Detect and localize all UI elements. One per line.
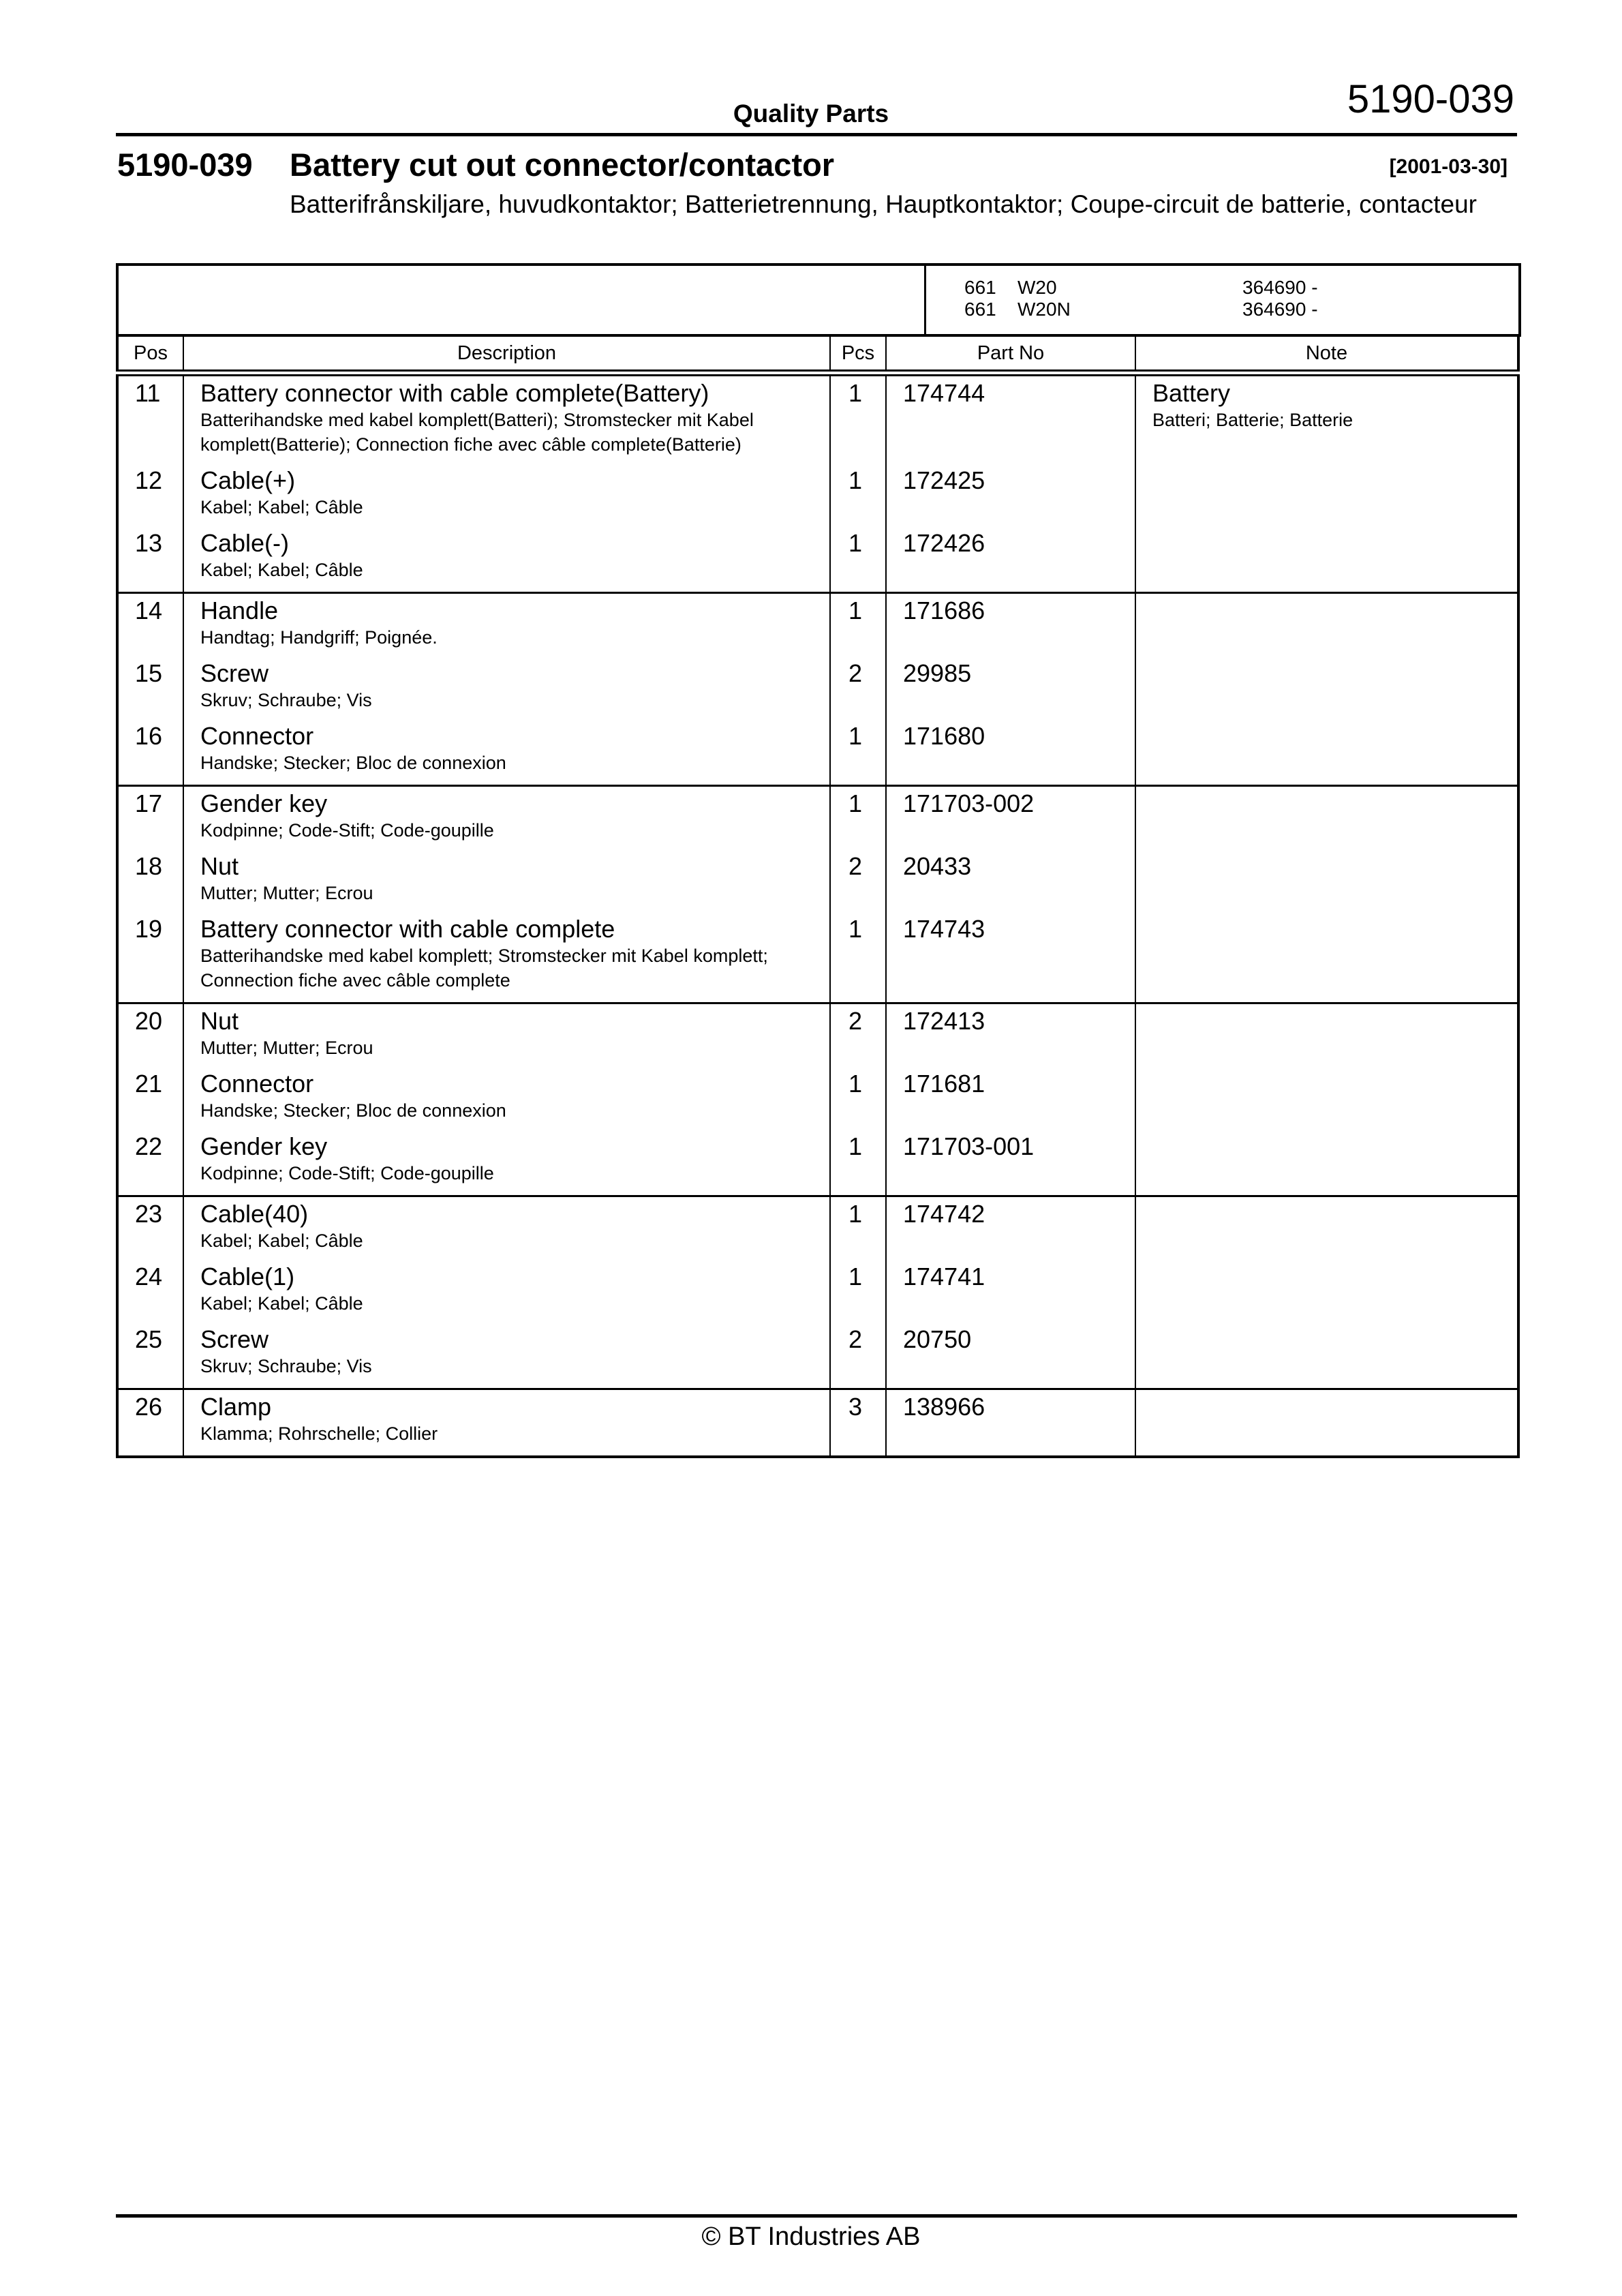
cell-description	[183, 656, 830, 719]
parts-table	[116, 334, 1520, 1458]
description-main: Battery connector with cable complete(Battery)	[200, 379, 709, 407]
parts-table-body	[117, 373, 1518, 1457]
cell-pos: 18	[117, 849, 183, 912]
cell-note	[1135, 1067, 1518, 1130]
description-translations: Mutter; Mutter; Ecrou	[200, 1038, 373, 1058]
table-row	[117, 1389, 1518, 1457]
model-number: 661	[964, 277, 996, 298]
cell-description	[183, 719, 830, 786]
cell-note	[1135, 719, 1518, 786]
header-divider	[116, 133, 1517, 136]
note-main	[1136, 1323, 1517, 1325]
cell-pos: 11	[117, 373, 183, 464]
cell-note	[1135, 1260, 1518, 1323]
table-row	[117, 1260, 1518, 1323]
description-main: Cable(+)	[200, 466, 296, 494]
cell-part-no: 171703-001	[886, 1130, 1135, 1196]
cell-pcs: 1	[830, 912, 886, 1003]
description-translations: Klamma; Rohrschelle; Collier	[200, 1423, 438, 1444]
table-row	[117, 373, 1518, 464]
description-translations: Kodpinne; Code-Stift; Code-goupille	[200, 820, 494, 841]
cell-note	[1135, 1003, 1518, 1068]
note-main	[1136, 1130, 1517, 1132]
table-row	[117, 849, 1518, 912]
cell-pcs: 1	[830, 719, 886, 786]
cell-pcs: 1	[830, 373, 886, 464]
description-main: Clamp	[200, 1393, 272, 1421]
cell-pos: 26	[117, 1389, 183, 1457]
title-translations: Batterifrånskiljare, huvudkontaktor; Batterietrennung, Hauptkontaktor; Coupe-circuit de batterie, contacteur	[290, 190, 1477, 218]
description-translations: Kabel; Kabel; Câble	[200, 1230, 363, 1251]
cell-description	[183, 593, 830, 657]
cell-note	[1135, 1389, 1518, 1457]
page-title: Battery cut out connector/contactor	[290, 147, 835, 183]
table-row	[117, 593, 1518, 657]
cell-description	[183, 1260, 830, 1323]
cell-pcs: 1	[830, 593, 886, 657]
table-header-row	[117, 335, 1518, 373]
cell-description	[183, 464, 830, 526]
cell-pos: 13	[117, 526, 183, 593]
model-entry	[964, 277, 1318, 299]
cell-note	[1135, 1196, 1518, 1260]
cell-note	[1135, 1323, 1518, 1389]
cell-note	[1135, 786, 1518, 850]
description-main: Screw	[200, 1325, 269, 1353]
description-main: Gender key	[200, 1132, 328, 1160]
cell-note	[1135, 373, 1518, 464]
cell-pcs: 1	[830, 1130, 886, 1196]
cell-part-no: 138966	[886, 1389, 1135, 1457]
cell-part-no: 20750	[886, 1323, 1135, 1389]
cell-note	[1135, 526, 1518, 593]
description-translations: Handske; Stecker; Bloc de connexion	[200, 753, 506, 773]
table-row	[117, 1067, 1518, 1130]
cell-part-no: 172426	[886, 526, 1135, 593]
description-main: Connector	[200, 722, 314, 750]
table-row	[117, 1196, 1518, 1260]
description-translations: Skruv; Schraube; Vis	[200, 690, 372, 710]
description-main: Cable(40)	[200, 1200, 309, 1228]
model-box-divider	[924, 266, 926, 334]
description-translations: Kodpinne; Code-Stift; Code-goupille	[200, 1163, 494, 1183]
cell-pcs: 1	[830, 1196, 886, 1260]
cell-pos: 22	[117, 1130, 183, 1196]
cell-pos: 17	[117, 786, 183, 850]
model-name: W20	[1017, 277, 1057, 298]
cell-pcs: 1	[830, 1260, 886, 1323]
cell-pcs: 1	[830, 786, 886, 850]
cell-part-no: 174744	[886, 373, 1135, 464]
cell-description	[183, 1196, 830, 1260]
column-header-note: Note	[1135, 335, 1518, 373]
cell-description	[183, 526, 830, 593]
note-main	[1136, 1004, 1517, 1007]
description-translations: Handtag; Handgriff; Poignée.	[200, 627, 438, 648]
note-main	[1136, 1067, 1517, 1070]
note-main	[1136, 464, 1517, 466]
cell-note	[1135, 849, 1518, 912]
table-row	[117, 526, 1518, 593]
description-main: Handle	[200, 596, 279, 624]
note-main	[1136, 912, 1517, 915]
model-list	[964, 277, 1318, 320]
column-header-pcs: Pcs	[830, 335, 886, 373]
cell-description	[183, 1130, 830, 1196]
parts-table-container	[116, 334, 1517, 1458]
cell-pcs: 2	[830, 1323, 886, 1389]
cell-pos: 24	[117, 1260, 183, 1323]
cell-part-no: 172425	[886, 464, 1135, 526]
table-row	[117, 719, 1518, 786]
note-main	[1136, 1260, 1517, 1263]
note-main	[1136, 594, 1517, 596]
cell-pcs: 3	[830, 1389, 886, 1457]
column-header-pos: Pos	[117, 335, 183, 373]
column-header-description: Description	[183, 335, 830, 373]
cell-pos: 21	[117, 1067, 183, 1130]
description-translations: Kabel; Kabel; Câble	[200, 560, 363, 580]
cell-pcs: 1	[830, 1067, 886, 1130]
cell-pos: 14	[117, 593, 183, 657]
cell-part-no: 171686	[886, 593, 1135, 657]
table-row	[117, 656, 1518, 719]
title-code: 5190-039	[117, 147, 253, 183]
cell-part-no: 174742	[886, 1196, 1135, 1260]
column-header-part-no: Part No	[886, 335, 1135, 373]
description-main: Cable(-)	[200, 529, 290, 557]
cell-pos: 25	[117, 1323, 183, 1389]
note-main	[1136, 1197, 1517, 1200]
description-translations: Handske; Stecker; Bloc de connexion	[200, 1100, 506, 1121]
cell-pcs: 2	[830, 656, 886, 719]
description-translations: Batterihandske med kabel komplett; Stromstecker mit Kabel komplett; Connection fiche avec câble complete	[200, 946, 768, 991]
note-main	[1136, 787, 1517, 789]
note-main	[1136, 849, 1517, 852]
cell-description	[183, 1067, 830, 1130]
description-main: Nut	[200, 1007, 239, 1035]
table-row	[117, 912, 1518, 1003]
description-translations: Kabel; Kabel; Câble	[200, 1293, 363, 1314]
description-main: Battery connector with cable complete	[200, 915, 615, 943]
note-main	[1136, 656, 1517, 659]
section-header: Quality Parts	[733, 100, 889, 127]
description-main: Screw	[200, 659, 269, 687]
cell-pcs: 1	[830, 464, 886, 526]
page-code: 5190-039	[1347, 77, 1514, 121]
cell-pos: 12	[117, 464, 183, 526]
cell-pcs: 2	[830, 1003, 886, 1068]
description-translations: Mutter; Mutter; Ecrou	[200, 883, 373, 903]
copyright: © BT Industries AB	[701, 2222, 921, 2251]
model-serial: 364690 -	[1242, 299, 1318, 320]
cell-note	[1135, 593, 1518, 657]
description-translations: Batterihandske med kabel komplett(Batteri); Stromstecker mit Kabel komplett(Batterie); Connection fiche avec câble complete(Batterie)	[200, 410, 754, 455]
cell-part-no: 171680	[886, 719, 1135, 786]
cell-description	[183, 373, 830, 464]
model-name: W20N	[1017, 299, 1071, 320]
cell-pos: 20	[117, 1003, 183, 1068]
cell-pcs: 2	[830, 849, 886, 912]
cell-description	[183, 1389, 830, 1457]
cell-part-no: 171681	[886, 1067, 1135, 1130]
cell-pos: 15	[117, 656, 183, 719]
table-row	[117, 1003, 1518, 1068]
description-main: Connector	[200, 1070, 314, 1098]
footer-divider	[116, 2214, 1517, 2218]
cell-pcs: 1	[830, 526, 886, 593]
note-main	[1136, 719, 1517, 722]
cell-part-no: 174741	[886, 1260, 1135, 1323]
cell-note	[1135, 1130, 1518, 1196]
cell-part-no: 172413	[886, 1003, 1135, 1068]
cell-description	[183, 912, 830, 1003]
table-row	[117, 786, 1518, 850]
cell-note	[1135, 464, 1518, 526]
model-serial: 364690 -	[1242, 277, 1318, 298]
description-translations: Skruv; Schraube; Vis	[200, 1356, 372, 1376]
table-row	[117, 1130, 1518, 1196]
cell-part-no: 171703-002	[886, 786, 1135, 850]
cell-note	[1135, 656, 1518, 719]
cell-pos: 23	[117, 1196, 183, 1260]
table-row	[117, 1323, 1518, 1389]
model-number: 661	[964, 299, 996, 320]
note-main	[1136, 526, 1517, 529]
cell-part-no: 174743	[886, 912, 1135, 1003]
title-date: [2001-03-30]	[1389, 155, 1508, 178]
cell-description	[183, 849, 830, 912]
cell-part-no: 29985	[886, 656, 1135, 719]
table-row	[117, 464, 1518, 526]
note-main	[1136, 1390, 1517, 1393]
note-translations: Batteri; Batterie; Batterie	[1152, 410, 1353, 430]
model-entry	[964, 299, 1318, 320]
note-main: Battery	[1152, 379, 1231, 407]
cell-note	[1135, 912, 1518, 1003]
cell-part-no: 20433	[886, 849, 1135, 912]
cell-description	[183, 1003, 830, 1068]
cell-description	[183, 1323, 830, 1389]
cell-pos: 19	[117, 912, 183, 1003]
description-main: Cable(1)	[200, 1263, 295, 1290]
cell-pos: 16	[117, 719, 183, 786]
cell-description	[183, 786, 830, 850]
description-translations: Kabel; Kabel; Câble	[200, 497, 363, 517]
description-main: Gender key	[200, 789, 328, 817]
description-main: Nut	[200, 852, 239, 880]
